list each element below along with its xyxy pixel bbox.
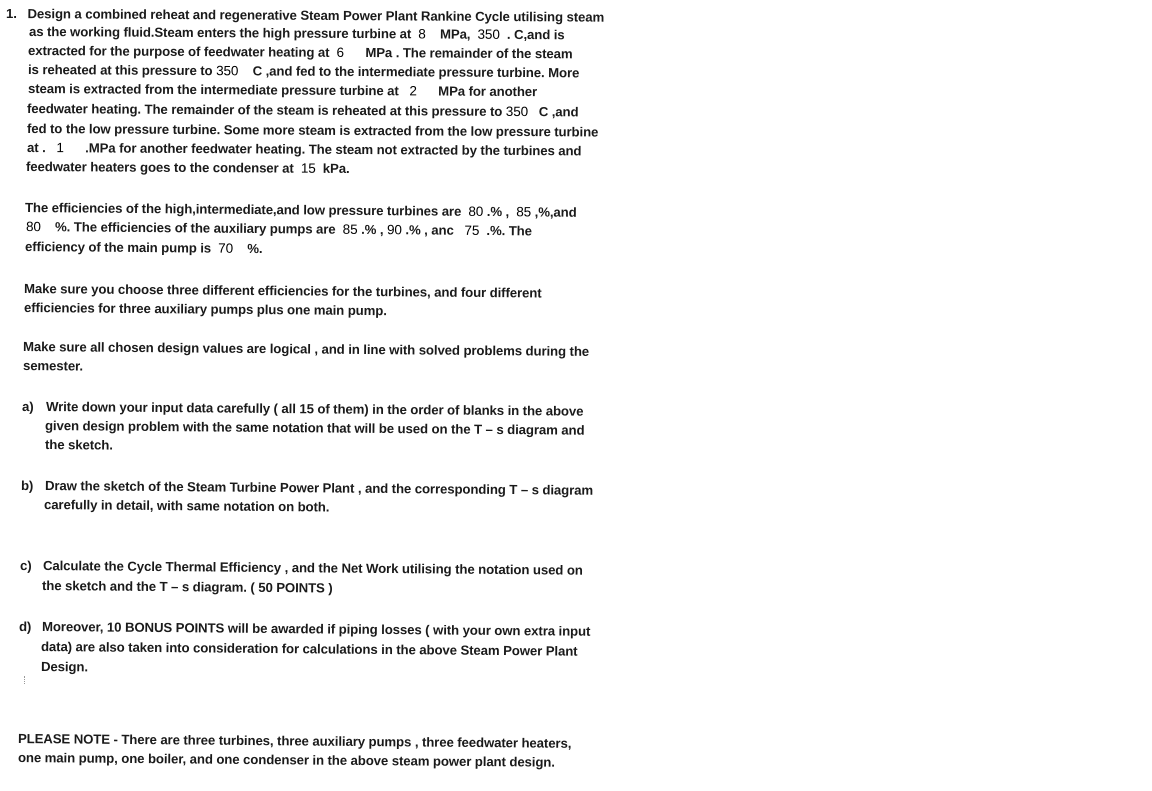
part-b-label: b) <box>20 478 34 494</box>
problem-line-7: fed to the low pressure turbine. Some more steam is extracted from the low pressure turbine <box>26 121 599 140</box>
blank-value: 8 <box>418 26 426 42</box>
scan-artifact <box>24 676 27 684</box>
blank-value: 350 <box>505 103 529 120</box>
part-d-line-1: Moreover, 10 BONUS POINTS will be awarded if piping losses ( with your own extra input <box>41 619 591 639</box>
blank-value: 80 <box>25 219 41 235</box>
blank-value: 6 <box>336 44 345 60</box>
part-a-line-2: given design problem with the same notation that will be used on the T – s diagram and <box>44 418 585 438</box>
note-logical-line-1: Make sure all chosen design values are logical , and in line with solved problems during the <box>22 339 590 359</box>
blank-value: 80 <box>468 203 484 219</box>
problem-line-4: is reheated at this pressure to 350 C ,and fed to the intermediate pressure turbine. More <box>27 62 580 81</box>
problem-number: 1. <box>5 6 17 22</box>
note-logical-line-2: semester. <box>22 358 84 374</box>
efficiency-line-3: efficiency of the main pump is 70 %. <box>24 239 263 257</box>
please-note-line-1: PLEASE NOTE - There are three turbines, three auxiliary pumps , three feedwater heaters, <box>17 731 572 751</box>
problem-line-3: extracted for the purpose of feedwater heating at 6 MPa . The remainder of the steam <box>27 43 573 62</box>
part-b-line-2: carefully in detail, with same notation on both. <box>43 497 330 515</box>
part-d-line-3: Design. <box>40 659 89 675</box>
note-choose-line-1: Make sure you choose three different efficiencies for the turbines, and four different <box>23 281 542 301</box>
efficiency-line-2: 80 %. The efficiencies of the auxiliary pumps are 85 .% , 90 .% , anc 75 .%. The <box>25 219 532 239</box>
problem-line-1: 1. Design a combined reheat and regenerative Steam Power Plant Rankine Cycle utilising steam <box>5 6 605 25</box>
part-c-line-1: Calculate the Cycle Thermal Efficiency , and the Net Work utilising the notation used on <box>42 558 583 578</box>
part-c-label: c) <box>19 558 32 574</box>
problem-line-8: at . 1 .MPa for another feedwater heating. The steam not extracted by the turbines and <box>26 140 582 159</box>
part-d-line-2: data) are also taken into consideration for calculations in the above Steam Power Plant <box>40 639 578 659</box>
blank-value: 15 <box>300 160 316 176</box>
blank-value: 90 <box>386 222 402 238</box>
part-a-line-1: Write down your input data carefully ( all 15 of them) in the order of blanks in the above <box>45 399 584 419</box>
blank-value: 75 <box>464 222 480 238</box>
problem-line-9: feedwater heaters goes to the condenser at 15 kPa. <box>25 159 350 176</box>
please-note-line-2: one main pump, one boiler, and one condenser in the above steam power plant design. <box>17 750 555 770</box>
problem-line-5: steam is extracted from the intermediate pressure turbine at 2 MPa for another <box>27 81 538 100</box>
part-a-label: a) <box>21 399 34 415</box>
problem-line-6: feedwater heating. The remainder of the steam is reheated at this pressure to 350 C ,and <box>26 101 579 120</box>
problem-line-2: as the working fluid.Steam enters the high pressure turbine at 8 MPa, 350 . C,and is <box>28 24 565 43</box>
blank-value: 350 <box>477 26 500 42</box>
part-d-label: d) <box>18 619 32 635</box>
blank-value: 350 <box>216 63 239 79</box>
blank-value: 1 <box>56 140 64 156</box>
efficiency-line-1: The efficiencies of the high,intermediate,and low pressure turbines are 80 .% , 85 ,%,and <box>24 200 577 220</box>
blank-value: 70 <box>218 240 234 256</box>
part-c-line-2: the sketch and the T – s diagram. ( 50 POINTS ) <box>41 578 333 596</box>
part-b-line-1: Draw the sketch of the Steam Turbine Power Plant , and the corresponding T – s diagram <box>44 478 594 498</box>
note-choose-line-2: efficiencies for three auxiliary pumps plus one main pump. <box>23 300 387 319</box>
blank-value: 85 <box>342 221 358 237</box>
part-a-line-3: the sketch. <box>44 437 113 453</box>
blank-value: 85 <box>516 204 532 220</box>
blank-value: 2 <box>409 83 417 99</box>
